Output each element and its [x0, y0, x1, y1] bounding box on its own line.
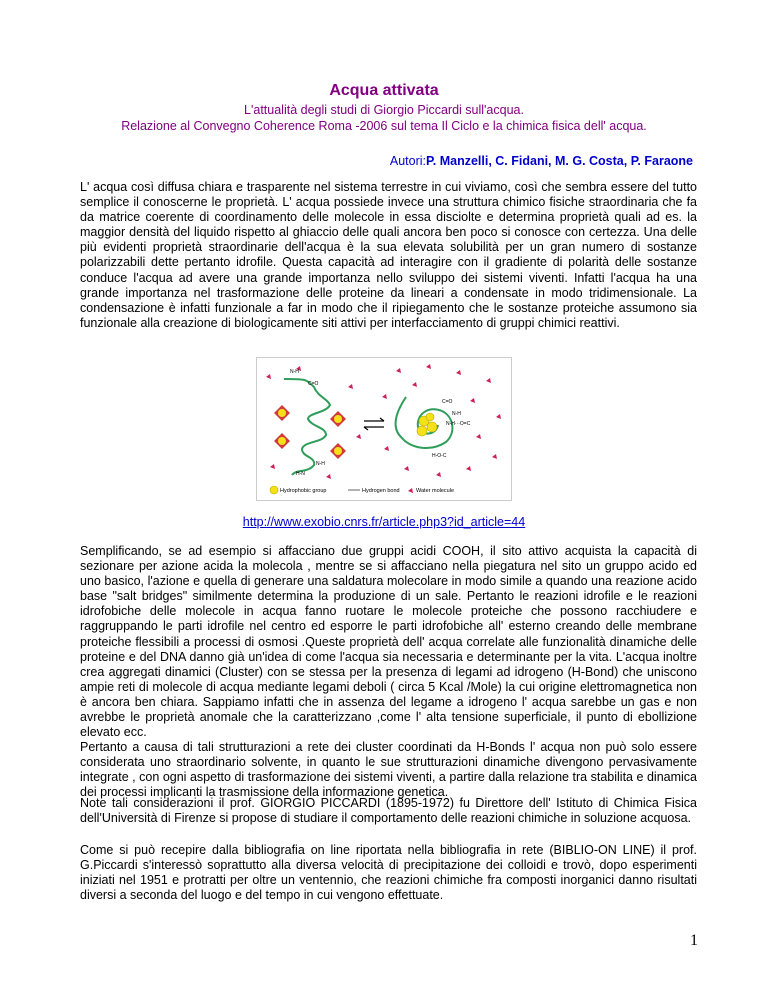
label-nh-left: N-H: [316, 461, 325, 467]
legend-hbond: Hydrogen bond: [362, 488, 400, 494]
paragraph-solvent: Pertanto a causa di tali strutturazioni a rete dei cluster coordinati da H-Bonds l' acqua non può solo essere considerata uno straordinario solvente, in quanto le sue strutturazioni dinamiche divengono pervasivamente integrate , con ogni aspetto di trasformazione dei sistemi viventi, a partire dalla relazione tra stabilita e dinamica dei processi implicanti la trasmissione della informazione genetica.: [80, 740, 697, 800]
label-nh-top: N-H: [290, 369, 299, 375]
authors-line: [390, 154, 693, 168]
authors-label: Autori:: [389, 154, 427, 168]
document-subtitle: L'attualità degli studi di Giorgio Piccardi sull'acqua.: [244, 103, 524, 117]
document-subtitle-conference: Relazione al Convegno Coherence Roma -2006 sul tema Il Ciclo e la chimica fisica dell' acqua.: [121, 119, 647, 133]
document-title: Acqua attivata: [329, 82, 439, 99]
figure-source-link[interactable]: http://www.exobio.cnrs.fr/article.php3?id_article=44: [242, 515, 526, 529]
figure-legend: [270, 486, 454, 494]
label-co-left: C=O: [308, 381, 319, 387]
legend-hydrophobic: Hydrophobic group: [280, 488, 327, 494]
label-hoc: H-O-C: [432, 453, 447, 459]
authors-names: P. Manzelli, C. Fidani, M. G. Costa, P. Faraone: [426, 154, 693, 168]
label-nh-oc: N-H···O=C: [446, 421, 471, 427]
paragraph-intro: L' acqua così diffusa chiara e trasparente nel sistema terrestre in cui viviamo, così che sembra essere del tutto semplice il conoscerne le proprietà. L' acqua possiede invece una struttura chimico fisiche straordinaria che fa da matrice coerente di coordinamento delle molecole in essa disciolte e determina proprietà quali ad es. la maggior densità del liquido rispetto al ghiaccio delle quali ancora ben poco si conosce con certezza. Una delle più evidenti proprietà straordinarie dell'acqua è la sua elevata solubilità per un gran numero di sostanze polarizzabili dette pertanto idrofile. Questa capacità ad interagire con il gradiente di polarità delle sostanze conduce l'acqua ad avere una grande importanza nello sviluppo dei sistemi viventi. Infatti l'acqua ha una grande importanza nel trasformazione delle proteine da lineari a condensate in modo tridimensionale. La condensazione è infatti funzionale a far in modo che il ripiegamento che le sostanze proteiche assumono sia funzionale alla creazione di biologicamente siti attivi per interfacciamento di gruppi chimici reattivi.: [80, 180, 697, 330]
page-number: 1: [690, 932, 698, 949]
legend-water: Water molecule: [416, 488, 455, 494]
protein-folding-figure: [256, 357, 512, 501]
paragraph-bibliography: Come si può recepire dalla bibliografia on line riportata nella bibliografia in rete (BIBLIO-ON LINE) il prof. G.Piccardi s'interessò soprattutto alla diversa velocità di precipitazione dei colloidi e trovò, dopo esperimenti iniziati nel 1951 e protratti per oltre un ventennio, che reazioni chimiche fra composti inorganici danno risultati diversi a seconda del luogo e del tempo in cui vengono effettuate.: [80, 843, 697, 903]
legend-hydrophobic-icon: [270, 486, 278, 494]
paragraph-piccardi: Note tali considerazioni il prof. GIORGIO PICCARDI (1895-1972) fu Direttore dell' Istituto di Chimica Fisica dell'Università di Firenze si propose di studiare il comportamento delle reazioni chimiche in soluzione acquosa.: [80, 796, 697, 826]
label-hn-left: H-N: [296, 471, 305, 477]
label-nh-right: N-H: [452, 411, 461, 417]
paragraph-active-sites: Semplificando, se ad esempio si affacciano due gruppi acidi COOH, il sito attivo acquista la capacità di sezionare per azione acida la molecola , mentre se si affacciano nella piegatura nel sito un gruppo acido ed uno basico, l'azione e quella di generare una saldatura molecolare in modo simile a quando una reazione acido base "salt bridges" similmente determina la produzione di un sale. Pertanto le reazioni idrofile e le reazioni idrofobiche delle molecole in acqua fanno ruotare le molecole proteiche che possono racchiudere e raggruppando le parti idrofile nel centro ed esporre le parti idrofobiche all' esterno creando delle membrane proteiche flessibili a processi di osmosi .Queste proprietà dell' acqua correlate alle funzionalità dinamiche delle proteine e del DNA danno già un'idea di come l'acqua sia necessaria e determinante per la vita. L'acqua inoltre crea aggregati dinamici (Cluster) con se stessa per la presenza di legami ad idrogeno (H-Bond) che uniscono ampie reti di molecole di acqua mediante legami deboli ( circa 5 Kcal /Mole) la cui origine elettromagnetica non è ancora ben chiara. Sappiamo infatti che in assenza del legame a idrogeno l' acqua sarebbe un gas e non avrebbe le proprietà anomale che la caratterizzano ,come l' alta tensione superficiale, il punto di ebollizione elevato ecc.: [80, 544, 697, 740]
label-co-right: C=O: [442, 399, 453, 405]
